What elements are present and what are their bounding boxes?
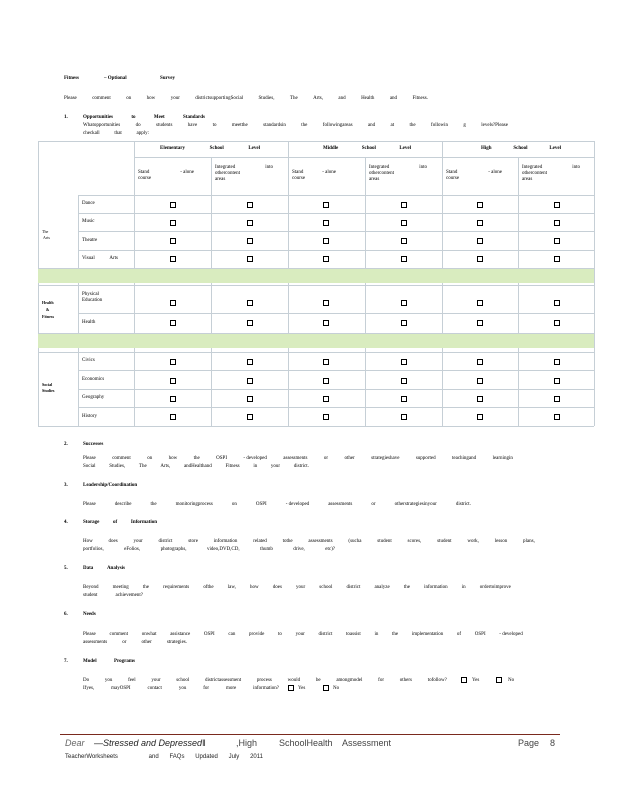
q3-number: 3.	[64, 483, 68, 488]
q7-contact-yes-checkbox[interactable]	[288, 685, 294, 691]
title-subject: Fitness	[64, 76, 79, 81]
standards-checkbox[interactable]	[554, 202, 560, 208]
col-integrated: Integrated into othercontent areas	[215, 165, 273, 182]
row-label-history: History	[82, 414, 97, 419]
standards-checkbox[interactable]	[170, 414, 176, 420]
q7-contact-no-label: No	[333, 686, 340, 691]
q7-contact-yes-label: Yes	[298, 686, 306, 691]
standards-checkbox[interactable]	[170, 378, 176, 384]
standards-checkbox[interactable]	[477, 256, 483, 262]
q5-line2: student achievement?	[83, 593, 143, 598]
group-label-arts: The Arts	[42, 229, 50, 240]
standards-checkbox[interactable]	[170, 300, 176, 306]
row-label-economics: Economics	[82, 377, 105, 382]
q7-line1: Do you feel your school districtassessment process would be amongmodel for others tofollow?	[83, 678, 447, 683]
row-label-music: Music	[82, 219, 95, 224]
footer-subtitle: TeacherWorksheets and FAQs Updated July 2011	[65, 754, 263, 760]
standards-checkbox[interactable]	[323, 359, 329, 365]
q5-heading: Data Analysis	[83, 566, 125, 571]
col-integrated: Integrated into othercontent areas	[369, 165, 427, 182]
group-label-health: Health & Fitness	[42, 300, 54, 319]
q3-heading: Leadership/Coordination	[83, 483, 138, 488]
q1-line1: Whatopportunities do students have to meetthe standardsin the followingareas and at the followin g levels?Please	[83, 123, 508, 128]
standards-checkbox[interactable]	[554, 320, 560, 326]
standards-checkbox[interactable]	[477, 359, 483, 365]
q1-line2: checkall that apply:	[83, 131, 149, 136]
standards-checkbox[interactable]	[401, 238, 407, 244]
footer-assessment: Assessment	[342, 738, 392, 748]
standards-checkbox[interactable]	[401, 414, 407, 420]
standards-checkbox[interactable]	[247, 256, 253, 262]
row-label-visual-arts: Visual Arts	[82, 256, 118, 261]
q7-number: 7.	[64, 659, 68, 664]
standards-checkbox[interactable]	[323, 378, 329, 384]
separator-row	[38, 334, 594, 348]
row-label-geography: Geography	[82, 395, 105, 400]
q2-heading: Successes	[83, 442, 104, 447]
standards-checkbox[interactable]	[477, 414, 483, 420]
standards-checkbox[interactable]	[477, 238, 483, 244]
standards-checkbox[interactable]	[247, 320, 253, 326]
level-high: High School Level	[481, 146, 561, 151]
standards-checkbox[interactable]	[323, 300, 329, 306]
row-label-physical-education: Physical Education	[82, 292, 103, 303]
standards-checkbox[interactable]	[170, 202, 176, 208]
q6-line2: assessments or other strategies.	[83, 640, 187, 645]
q4-heading: Storage of Information	[83, 520, 157, 525]
q2-number: 2.	[64, 442, 68, 447]
q2-line2: Social Studies, The Arts, andHealthand Fitness in your district.	[83, 464, 309, 469]
standards-checkbox[interactable]	[477, 320, 483, 326]
col-stand-alone: Stand - alone course	[446, 170, 502, 181]
standards-checkbox[interactable]	[323, 320, 329, 326]
q4-line2: portfolios, eFolios, photographs, video,DVD,CD, thumb drive, etc)?	[83, 547, 335, 552]
q7-no-checkbox[interactable]	[496, 677, 502, 683]
q1-heading: Opportunities to Meet Standards	[83, 115, 205, 120]
footer-dear: Dear	[65, 738, 85, 748]
q6-line1: Please comment onwhat assistance OSPI can provide to your district toassist in the implementation of OSPI - developed	[83, 632, 523, 637]
standards-checkbox[interactable]	[554, 256, 560, 262]
row-label-health: Health	[82, 320, 96, 325]
level-middle: Middle School Level	[323, 146, 411, 151]
standards-checkbox[interactable]	[323, 238, 329, 244]
row-label-dance: Dance	[82, 201, 95, 206]
col-integrated: Integrated into othercontent areas	[522, 165, 580, 182]
footer-page-number: 8	[550, 738, 556, 748]
q1-number: 1.	[64, 115, 68, 120]
standards-checkbox[interactable]	[401, 359, 407, 365]
standards-checkbox[interactable]	[401, 300, 407, 306]
standards-checkbox[interactable]	[247, 202, 253, 208]
q7-heading: Model Programs	[83, 659, 135, 664]
q7-yes-label: Yes	[472, 678, 480, 683]
standards-checkbox[interactable]	[477, 202, 483, 208]
q2-line1: Please comment on how the OSPI - developed assessments or other strategieshave supported teachingand learningin	[83, 456, 513, 461]
standards-checkbox[interactable]	[170, 320, 176, 326]
q6-heading: Needs	[83, 612, 96, 617]
footer-title: —Stressed and Depressed‖	[94, 738, 206, 748]
standards-checkbox[interactable]	[247, 300, 253, 306]
q5-number: 5.	[64, 566, 68, 571]
standards-checkbox[interactable]	[554, 396, 560, 402]
standards-checkbox[interactable]	[477, 396, 483, 402]
standards-checkbox[interactable]	[170, 359, 176, 365]
standards-checkbox[interactable]	[477, 220, 483, 226]
footer-page-label: Page	[518, 738, 540, 748]
q7-yes-checkbox[interactable]	[461, 677, 467, 683]
standards-checkbox[interactable]	[323, 256, 329, 262]
col-stand-alone: Stand - alone course	[292, 170, 336, 181]
standards-checkbox[interactable]	[247, 414, 253, 420]
standards-checkbox[interactable]	[170, 396, 176, 402]
q7-line2: Ifyes, mayOSPI contact you for more information?	[83, 686, 279, 691]
q4-line1: How does your district store information related tothe assessments (sucha student scores, student work, lesson plans,	[83, 539, 535, 544]
group-label-social: Social Studies	[42, 382, 55, 393]
standards-checkbox[interactable]	[247, 396, 253, 402]
standards-checkbox[interactable]	[323, 202, 329, 208]
standards-checkbox[interactable]	[170, 238, 176, 244]
row-label-theatre: Theatre	[82, 238, 98, 243]
q7-contact-no-checkbox[interactable]	[323, 685, 329, 691]
standards-checkbox[interactable]	[247, 238, 253, 244]
standards-checkbox[interactable]	[247, 220, 253, 226]
level-elementary: Elementary School Level	[160, 146, 260, 151]
standards-checkbox[interactable]	[247, 378, 253, 384]
title-dash: – Optional	[104, 76, 127, 81]
standards-checkbox[interactable]	[401, 396, 407, 402]
standards-checkbox[interactable]	[323, 220, 329, 226]
q4-number: 4.	[64, 520, 68, 525]
standards-checkbox[interactable]	[554, 414, 560, 420]
standards-checkbox[interactable]	[323, 414, 329, 420]
standards-checkbox[interactable]	[554, 359, 560, 365]
standards-checkbox[interactable]	[401, 378, 407, 384]
standards-checkbox[interactable]	[477, 378, 483, 384]
q6-number: 6.	[64, 612, 68, 617]
standards-checkbox[interactable]	[401, 320, 407, 326]
q5-line1: Beyond meeting the requirements ofthe law, how does your school district analyze the information in ordertoimprove	[83, 585, 511, 590]
footer-school-health: SchoolHealth	[279, 738, 333, 748]
standards-checkbox[interactable]	[401, 220, 407, 226]
standards-checkbox[interactable]	[554, 220, 560, 226]
standards-checkbox[interactable]	[554, 378, 560, 384]
q3-line1: Please describe the monitoringprocess on OSPI - developed assessments or otherstrategiesinyour district.	[83, 502, 471, 507]
separator-row	[38, 269, 594, 283]
standards-checkbox[interactable]	[247, 359, 253, 365]
standards-checkbox[interactable]	[170, 220, 176, 226]
col-stand-alone: Stand - alone course	[138, 170, 194, 181]
standards-checkbox[interactable]	[477, 300, 483, 306]
row-label-civics: Civics	[82, 358, 95, 363]
standards-checkbox[interactable]	[323, 396, 329, 402]
q7-no-label: No	[508, 678, 515, 683]
standards-checkbox[interactable]	[170, 256, 176, 262]
standards-checkbox[interactable]	[554, 300, 560, 306]
footer-rule	[60, 734, 560, 735]
intro-line: Please comment on how your districtsupportingSocial Studies, The Arts, and Health and Fitness.	[64, 96, 428, 101]
standards-checkbox[interactable]	[401, 202, 407, 208]
standards-checkbox[interactable]	[401, 256, 407, 262]
title-survey: Survey	[160, 76, 175, 81]
footer-high: ,High	[236, 738, 258, 748]
standards-checkbox[interactable]	[554, 238, 560, 244]
